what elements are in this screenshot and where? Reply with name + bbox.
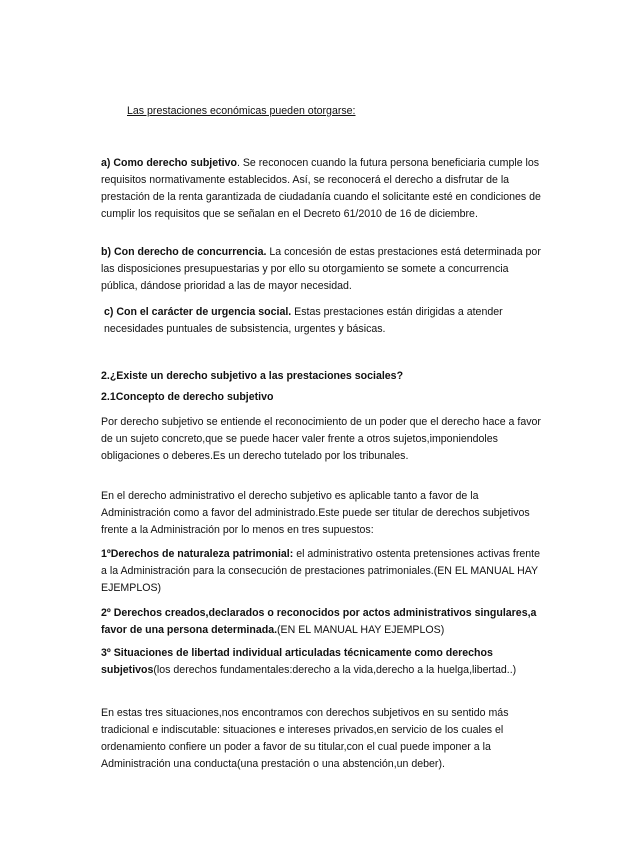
case-3 (101, 645, 541, 679)
paragraph-2: En el derecho administrativo el derecho subjetivo es aplicable tanto a favor de la Administración como a favor del administrado.Este puede ser titular de derechos subjetivos frente a la Administración por lo menos en tres supuestos: (101, 490, 530, 536)
case-2 (101, 605, 541, 639)
item-a-text: . Se reconocen cuando la futura persona beneficiaria cumple los requisitos normativamente establecidos. Así, se reconocerá el derecho a disfrutar de la prestación de la renta garantizada de ciudadanía cuando el solicitante esté en condiciones de cumplir los requisitos que se señalan en el Decreto 61/2010 de 16 de diciembre. (101, 157, 541, 220)
item-b-text: La concesión de estas prestaciones está determinada por las disposiciones presupuestarias y por ello su otorgamiento se somete a concurrencia pública, dándose prioridad a las de mayor necesidad. (101, 246, 541, 292)
case-2-text: (EN EL MANUAL HAY EJEMPLOS) (277, 624, 445, 636)
item-b-label: b) Con derecho de concurrencia. (101, 246, 267, 258)
case-3-label: 3º Situaciones de libertad individual articuladas técnicamente como derechos subjetivos (101, 647, 493, 676)
case-3-text: (los derechos fundamentales:derecho a la vida,derecho a la huelga,libertad..) (153, 664, 517, 676)
item-b (101, 244, 541, 295)
item-a-label: a) Como derecho subjetivo (101, 157, 237, 169)
subsection-heading: 2.1Concepto de derecho subjetivo (101, 391, 274, 403)
paragraph-1: Por derecho subjetivo se entiende el reconocimiento de un poder que el derecho hace a favor de un sujeto concreto,que se puede hacer valer frente a otros sujetos,imponiendoles obligaciones o deberes.Es un derecho tutelado por los tribunales. (101, 416, 541, 462)
case-1-text: el administrativo ostenta pretensiones activas frente a la Administración para la consecución de prestaciones patrimoniales.(EN EL MANUAL HAY EJEMPLOS) (101, 548, 540, 594)
paragraph-3: En estas tres situaciones,nos encontramos con derechos subjetivos en su sentido más tradicional e indiscutable: situaciones e intereses privados,en servicio de los cuales el ordenamiento confiere un poder a favor de su titular,con el cual puede imponer a la Administración una conducta(una prestación o una abstención,un deber). (101, 707, 509, 770)
item-c-text: Estas prestaciones están dirigidas a atender necesidades puntuales de subsistencia, urgentes y básicas. (104, 306, 503, 335)
case-1 (101, 546, 541, 597)
item-c (101, 304, 544, 338)
case-2-label: 2º Derechos creados,declarados o reconocidos por actos administrativos singulares,a favor de una persona determinada. (101, 607, 537, 636)
intro-heading: Las prestaciones económicas pueden otorgarse: (127, 105, 356, 117)
case-1-label: 1ºDerechos de naturaleza patrimonial: (101, 548, 294, 560)
item-a (101, 155, 541, 223)
item-c-label: c) Con el carácter de urgencia social. (104, 306, 292, 318)
question-heading: 2.¿Existe un derecho subjetivo a las prestaciones sociales? (101, 370, 404, 382)
